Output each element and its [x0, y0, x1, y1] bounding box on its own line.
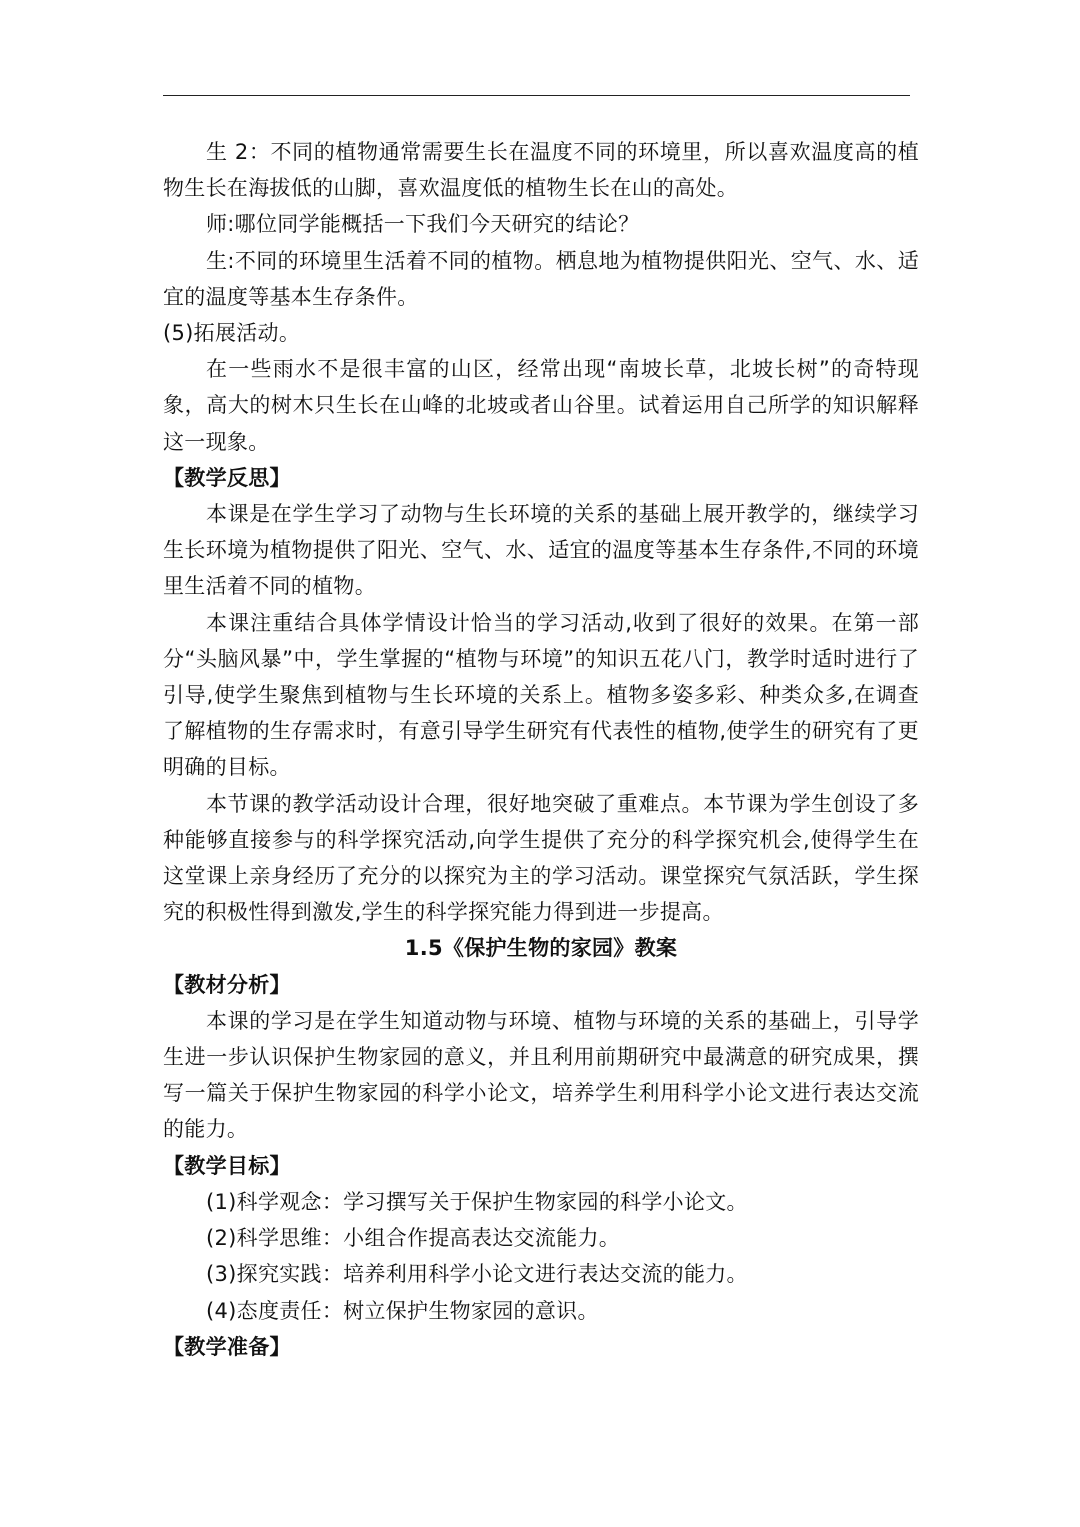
paragraph-student-conclusion: 生:不同的环境里生活着不同的植物。栖息地为植物提供阳光、空气、水、适宜的温度等基本生存条件。 — [163, 248, 919, 309]
goal-item: (2)科学思维：小组合作提高表达交流能力。 — [206, 1226, 621, 1251]
paragraph-student-2: 生 2：不同的植物通常需要生长在温度不同的环境里，所以喜欢温度高的植物生长在海拔低的山脚，喜欢温度低的植物生长在山的高处。 — [163, 140, 919, 201]
paragraph-extension-activity: (5)拓展活动。 — [163, 321, 301, 346]
paragraph-reflection-3: 本节课的教学活动设计合理，很好地突破了重难点。本节课为学生创设了多种能够直接参与的科学探究活动,向学生提供了充分的科学探究机会,使得学生在这堂课上亲身经历了充分的以探究为主的学习活动。课堂探究气氛活跃，学生探究的积极性得到激发,学生的科学探究能力得到进一步提高。 — [163, 791, 919, 925]
heading-teaching-reflection: 【教学反思】 — [163, 465, 291, 490]
paragraph-reflection-1: 本课是在学生学习了动物与生长环境的关系的基础上展开教学的，继续学习生长环境为植物提供了阳光、空气、水、适宜的温度等基本生存条件,不同的环境里生活着不同的植物。 — [163, 502, 919, 599]
paragraph-reflection-2: 本课注重结合具体学情设计恰当的学习活动,收到了很好的效果。在第一部分“头脑风暴”中，学生掌握的“植物与环境”的知识五花八门，教学时适时进行了引导,使学生聚焦到植物与生长环境的关系上。植物多姿多彩、种类众多,在调查了解植物的生存需求时，有意引导学生研究有代表性的植物,使学生的研究有了更明确的目标。 — [163, 610, 919, 780]
lesson-title: 1.5《保护生物的家园》教案 — [404, 936, 678, 961]
goal-item: (4)态度责任：树立保护生物家园的意识。 — [206, 1298, 599, 1323]
paragraph-material-analysis: 本课的学习是在学生知道动物与环境、植物与环境的关系的基础上，引导学生进一步认识保护生物家园的意义，并且利用前期研究中最满意的研究成果，撰写一篇关于保护生物家园的科学小论文，培养学生利用科学小论文进行表达交流的能力。 — [163, 1008, 919, 1142]
heading-teaching-preparation: 【教学准备】 — [163, 1334, 291, 1359]
goal-item: (1)科学观念：学习撰写关于保护生物家园的科学小论文。 — [206, 1189, 748, 1214]
header-rule — [163, 95, 910, 96]
paragraph-extension-text: 在一些雨水不是很丰富的山区，经常出现“南坡长草，北坡长树”的奇特现象，高大的树木只生长在山峰的北坡或者山谷里。试着运用自己所学的知识解释这一现象。 — [163, 357, 919, 454]
document-body — [163, 134, 919, 1365]
paragraph-teacher-question: 师:哪位同学能概括一下我们今天研究的结论？ — [206, 212, 640, 237]
heading-material-analysis: 【教材分析】 — [163, 972, 291, 997]
goal-item: (3)探究实践：培养利用科学小论文进行表达交流的能力。 — [206, 1262, 748, 1287]
heading-teaching-goals: 【教学目标】 — [163, 1153, 291, 1178]
